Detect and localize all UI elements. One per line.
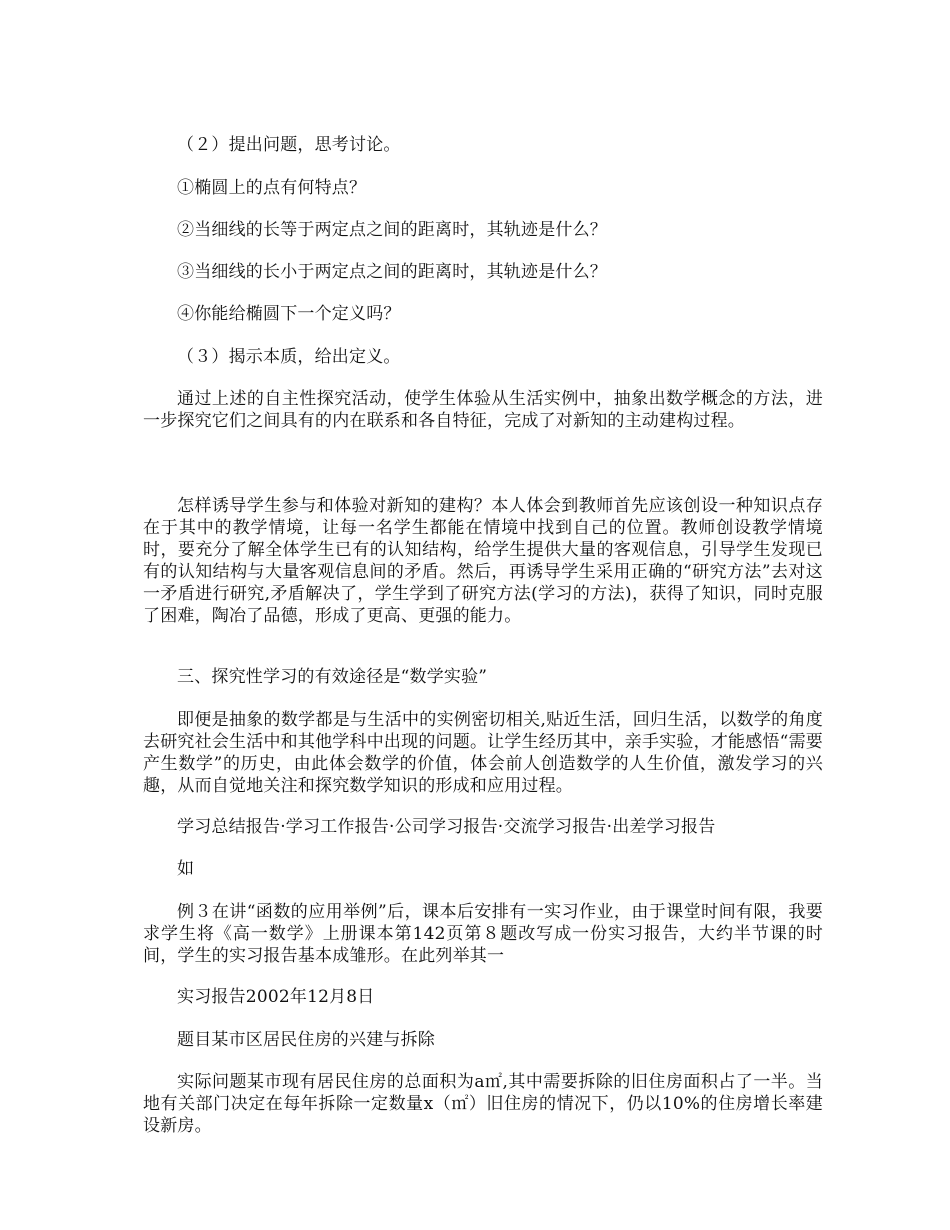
paragraph-example-3: 例３在讲“函数的应用举例”后，课本后安排有一实习作业，由于课堂时间有限，我要求学生将《高一数学》上册课本第142页第８题改写成一份实习报告，大约半节课的时间，学生的实习报告基本成雏形。在此列举其一 bbox=[143, 902, 823, 966]
paragraph-actual-problem: 实际问题某市现有居民住房的总面积为a㎡,其中需要拆除的旧住房面积占了一半。当地有关部门决定在每年拆除一定数量x（㎡）旧住房的情况下，仍以10%的住房增长率建设新房。 bbox=[143, 1072, 823, 1136]
report-date-line: 实习报告2002年12月8日 bbox=[177, 987, 375, 1007]
report-title-line: 题目某市区居民住房的兴建与拆除 bbox=[177, 1030, 435, 1050]
question-2: ②当细线的长等于两定点之间的距离时，其轨迹是什么？ bbox=[177, 220, 607, 240]
question-1: ①椭圆上的点有何特点？ bbox=[177, 178, 367, 198]
paragraph-example-intro: 如 bbox=[177, 859, 195, 879]
paragraph-math-life: 即便是抽象的数学都是与生活中的实例密切相关,贴近生活，回归生活，以数学的角度去研究社会生活中和其他学科中出现的问题。让学生经历其中，亲手实验，才能感悟“需要产生数学”的历史，由此体会数学的价值，体会前人创造数学的人生价值，激发学习的兴趣，从而自觉地关注和探究数学知识的形成和应用过程。 bbox=[143, 710, 823, 796]
paragraph-teaching-context: 怎样诱导学生参与和体验对新知的建构？本人体会到教师首先应该创设一种知识点存在于其中的教学情境，让每一名学生都能在情境中找到自己的位置。教师创设教学情境时，要充分了解全体学生已有的认知结构，给学生提供大量的客观信息，引导学生发现已有的认知结构与大量客观信息间的矛盾。然后，再诱导学生采用正确的“研究方法”去对这一矛盾进行研究,矛盾解决了，学生学到了研究方法(学习的方法)，获得了知识，同时克服了困难，陶冶了品德，形成了更高、更强的能力。 bbox=[143, 496, 823, 626]
section-heading-math-experiment: 三、探究性学习的有效途径是“数学实验” bbox=[177, 667, 488, 687]
paragraph-exploration-summary: 通过上述的自主性探究活动，使学生体验从生活实例中，抽象出数学概念的方法，进一步探究它们之间具有的内在联系和各自特征，完成了对新知的主动建构过程。 bbox=[143, 389, 823, 431]
question-4: ④你能给椭圆下一个定义吗？ bbox=[177, 304, 401, 324]
question-3: ③当细线的长小于两定点之间的距离时，其轨迹是什么？ bbox=[177, 262, 607, 282]
paragraph-step-2: （２）提出问题，思考讨论。 bbox=[177, 135, 401, 155]
related-links-line: 学习总结报告·学习工作报告·公司学习报告·交流学习报告·出差学习报告 bbox=[177, 817, 716, 837]
paragraph-step-3: （３）揭示本质，给出定义。 bbox=[177, 347, 401, 367]
